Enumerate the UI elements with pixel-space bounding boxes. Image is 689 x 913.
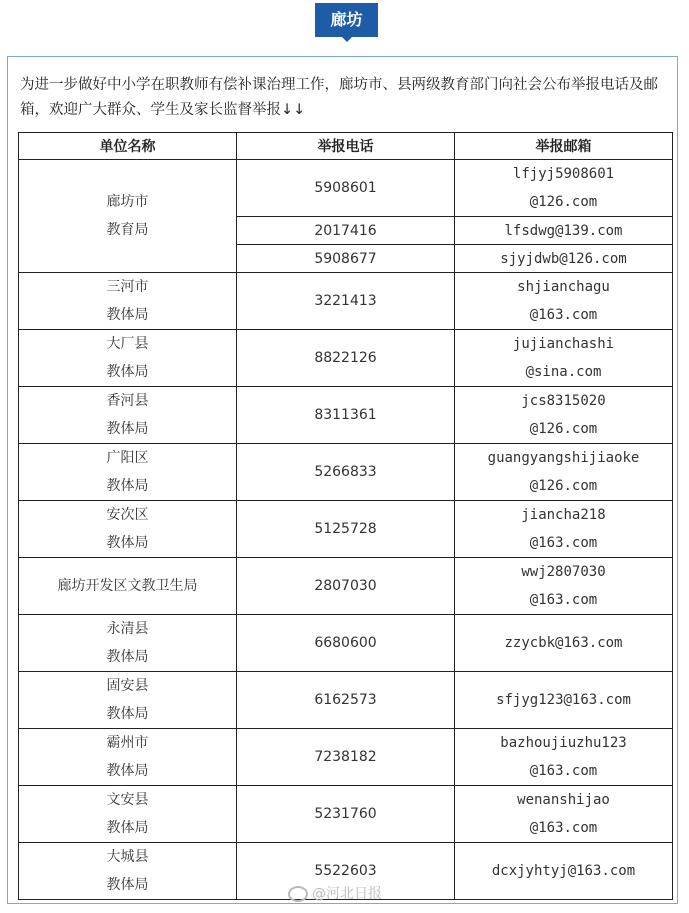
table-row [19, 501, 673, 558]
watermark-text: @河北日报 [312, 886, 382, 902]
unit-cell [19, 387, 237, 444]
unit-cell [19, 330, 237, 387]
email-line: @126.com [529, 421, 598, 437]
email-line: dcxjyhtyj@163.com [491, 863, 636, 879]
email-cell [455, 387, 673, 444]
unit-line: 永清县 [106, 621, 149, 637]
phone-cell: 5125728 [237, 501, 455, 558]
email-line: wwj2807030 [521, 564, 606, 580]
header-phone: 举报电话 [237, 133, 455, 160]
unit-line: 教体局 [106, 535, 149, 551]
table-row [19, 558, 673, 615]
header-unit: 单位名称 [19, 133, 237, 160]
phone-cell: 2017416 [237, 217, 455, 245]
email-line: sfjyg123@163.com [496, 692, 631, 708]
unit-line: 廊坊开发区文教卫生局 [57, 578, 198, 594]
table-row [19, 273, 673, 330]
unit-cell [19, 558, 237, 615]
phone-cell: 3221413 [237, 273, 455, 330]
email-line: jujianchashi [512, 336, 615, 352]
unit-line: 教体局 [106, 364, 149, 380]
phone-cell: 8311361 [237, 387, 455, 444]
phone-cell: 2807030 [237, 558, 455, 615]
email-cell [455, 501, 673, 558]
table-row [19, 615, 673, 672]
email-line: @163.com [529, 535, 598, 551]
unit-line: 广阳区 [106, 450, 149, 466]
unit-cell [19, 843, 237, 900]
phone-cell: 5266833 [237, 444, 455, 501]
email-line: guangyangshijiaoke [487, 450, 640, 466]
email-cell [455, 786, 673, 843]
table-row [19, 444, 673, 501]
table-body [19, 160, 673, 900]
unit-line: 教体局 [106, 307, 149, 323]
email-cell: lfsdwg@139.com [455, 217, 673, 245]
email-line: jiancha218 [521, 507, 606, 523]
unit-dept: 教育局 [106, 222, 149, 238]
table-row [19, 387, 673, 444]
phone-cell: 5231760 [237, 786, 455, 843]
unit-name: 廊坊市 [106, 194, 149, 210]
unit-line: 教体局 [106, 763, 149, 779]
email-cell [455, 273, 673, 330]
email-line: jcs8315020 [521, 393, 606, 409]
email-line: bazhoujiuzhu123 [500, 735, 627, 751]
phone-cell: 5908677 [237, 245, 455, 273]
unit-cell [19, 786, 237, 843]
unit-cell [19, 615, 237, 672]
unit-cell [19, 672, 237, 729]
table-row [19, 160, 673, 217]
unit-line: 文安县 [106, 792, 149, 808]
unit-line: 固安县 [106, 678, 149, 694]
unit-line: 大城县 [106, 849, 149, 865]
phone-cell: 8822126 [237, 330, 455, 387]
email-line: zzycbk@163.com [504, 635, 623, 651]
unit-line: 香河县 [106, 393, 149, 409]
unit-cell [19, 729, 237, 786]
unit-line: 教体局 [106, 820, 149, 836]
report-table [18, 132, 673, 900]
email-cell [455, 160, 673, 217]
unit-line: 霸州市 [106, 735, 149, 751]
email-line: @163.com [529, 763, 598, 779]
table-row [19, 786, 673, 843]
table-row [19, 672, 673, 729]
email-cell [455, 672, 673, 729]
email-line: wenanshijao [517, 792, 610, 808]
email-cell: sjyjdwb@126.com [455, 245, 673, 273]
phone-cell: 7238182 [237, 729, 455, 786]
unit-line: 教体局 [106, 478, 149, 494]
unit-line: 教体局 [106, 649, 149, 665]
email-line: @126.com [529, 478, 598, 494]
email-cell [455, 729, 673, 786]
email-cell [455, 558, 673, 615]
unit-cell [19, 273, 237, 330]
unit-line: 教体局 [106, 706, 149, 722]
intro-text: 为进一步做好中小学在职教师有偿补课治理工作，廊坊市、县两级教育部门向社会公布举报电话及邮箱，欢迎广大群众、学生及家长监督举报↓↓ [20, 77, 658, 118]
unit-line: 三河市 [106, 279, 149, 295]
watermark [288, 883, 382, 903]
email-cell [455, 330, 673, 387]
region-tag: 廊坊 [315, 3, 378, 37]
email-line: lfjyj5908601 [512, 166, 615, 182]
table-header-row [19, 133, 673, 160]
phone-cell: 5908601 [237, 160, 455, 217]
email-line: @sina.com [525, 364, 602, 380]
weibo-icon [288, 886, 308, 902]
email-cell [455, 843, 673, 900]
unit-line: 教体局 [106, 421, 149, 437]
unit-cell [19, 160, 237, 273]
unit-line: 大厂县 [106, 336, 149, 352]
email-line: @163.com [529, 820, 598, 836]
phone-cell: 6680600 [237, 615, 455, 672]
header-email: 举报邮箱 [455, 133, 673, 160]
table-row [19, 330, 673, 387]
email-line: shjianchagu [517, 279, 610, 295]
email-line: @163.com [529, 307, 598, 323]
email-cell [455, 444, 673, 501]
email-line: @163.com [529, 592, 598, 608]
email-line: @126.com [529, 194, 598, 210]
unit-line: 安次区 [106, 507, 149, 523]
table-row [19, 729, 673, 786]
unit-line: 教体局 [106, 877, 149, 893]
phone-cell: 5522603 [237, 843, 455, 900]
phone-cell: 6162573 [237, 672, 455, 729]
email-cell [455, 615, 673, 672]
unit-cell [19, 444, 237, 501]
unit-cell [19, 501, 237, 558]
